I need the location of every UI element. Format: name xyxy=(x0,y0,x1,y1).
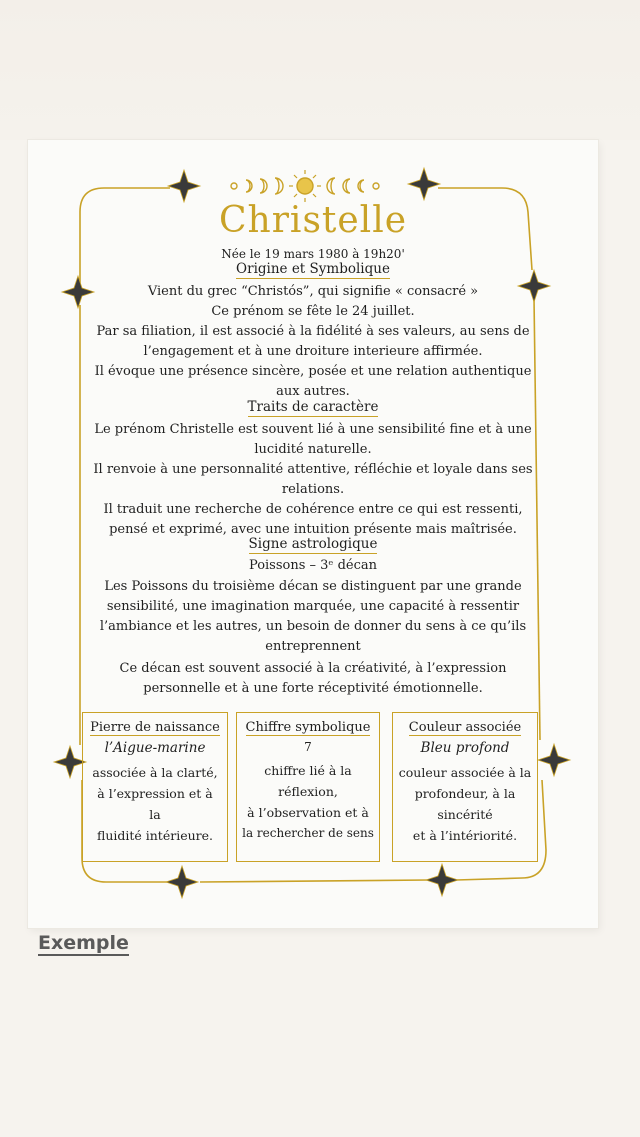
color-title: Couleur associée xyxy=(408,720,522,735)
astro-heading: Signe astrologique xyxy=(248,536,378,552)
traits-line: Il renvoie à une personnalité attentive, réfléchie et loyale dans ses xyxy=(93,462,533,477)
astro-line: l’ambiance et les autres, un besoin de donner du sens à ce qu’ils xyxy=(99,619,527,634)
birthstone-box xyxy=(82,712,228,862)
symbolic-number-desc-line: réflexion, xyxy=(278,784,338,799)
astro-line: sensibilité, une imagination marquée, une capacité à ressentir xyxy=(106,599,520,614)
traits-line: lucidité naturelle. xyxy=(254,442,372,457)
symbolic-number-desc-line: chiffre lié à la xyxy=(264,763,352,778)
astro-line: Les Poissons du troisième décan se distinguent par une grande xyxy=(104,579,522,594)
symbolic-number-desc-line: à l’observation et à xyxy=(247,805,369,820)
astro-line: personnelle et à une forte réceptivité émotionnelle. xyxy=(143,681,483,696)
traits-line: Le prénom Christelle est souvent lié à une sensibilité fine et à une xyxy=(94,422,532,437)
color-desc-line: et à l’intériorité. xyxy=(412,828,518,843)
card-title-name: Christelle xyxy=(218,200,408,241)
origin-line: Par sa filiation, il est associé à la fidélité à ses valeurs, au sens de xyxy=(96,324,530,339)
astro-line: entreprennent xyxy=(265,639,361,654)
origin-line: l’engagement et à une droiture interieure affirmée. xyxy=(143,344,483,359)
symbolic-number-value: 7 xyxy=(304,740,312,754)
birthstone-title: Pierre de naissance xyxy=(90,720,220,735)
origin-line: Ce prénom se fête le 24 juillet. xyxy=(211,304,415,319)
astro-line: Poissons – 3ᵉ décan xyxy=(248,558,378,573)
table-background xyxy=(0,0,640,140)
traits-line: pensé et exprimé, avec une intuition présente mais maîtrisée. xyxy=(109,522,517,537)
birthstone-desc-line: fluidité intérieure. xyxy=(96,828,213,843)
symbolic-number-desc-line: la rechercher de sens xyxy=(242,826,374,840)
birthstone-desc-line: à l’expression et à xyxy=(97,786,213,801)
traits-line: relations. xyxy=(281,482,345,497)
origin-line: aux autres. xyxy=(276,384,350,399)
color-desc-line: couleur associée à la xyxy=(398,765,532,780)
birth-date: Née le 19 mars 1980 à 19h20' xyxy=(221,247,405,261)
symbolic-number-title: Chiffre symbolique xyxy=(245,720,371,735)
birthstone-value: l’Aigue-marine xyxy=(104,740,206,756)
example-caption: Exemple xyxy=(38,932,129,954)
name-card-sheet xyxy=(28,140,598,928)
traits-line: Il traduit une recherche de cohérence entre ce qui est ressenti, xyxy=(103,502,523,517)
origin-heading: Origine et Symbolique xyxy=(236,261,390,277)
color-desc-line: profondeur, à la xyxy=(414,786,516,801)
origin-line: Vient du grec “Christós”, qui signifie « consacré » xyxy=(147,284,479,299)
birthstone-desc-line: la xyxy=(149,807,161,822)
astro-line: Ce décan est souvent associé à la créativité, à l’expression xyxy=(119,661,507,676)
color-desc-line: sincérité xyxy=(437,807,493,822)
symbolic-number-box xyxy=(236,712,380,862)
birthstone-desc-line: associée à la clarté, xyxy=(92,765,218,780)
origin-line: Il évoque une présence sincère, posée et une relation authentique xyxy=(94,364,532,379)
traits-heading: Traits de caractère xyxy=(247,399,379,415)
color-value: Bleu profond xyxy=(420,740,510,756)
color-box xyxy=(392,712,538,862)
